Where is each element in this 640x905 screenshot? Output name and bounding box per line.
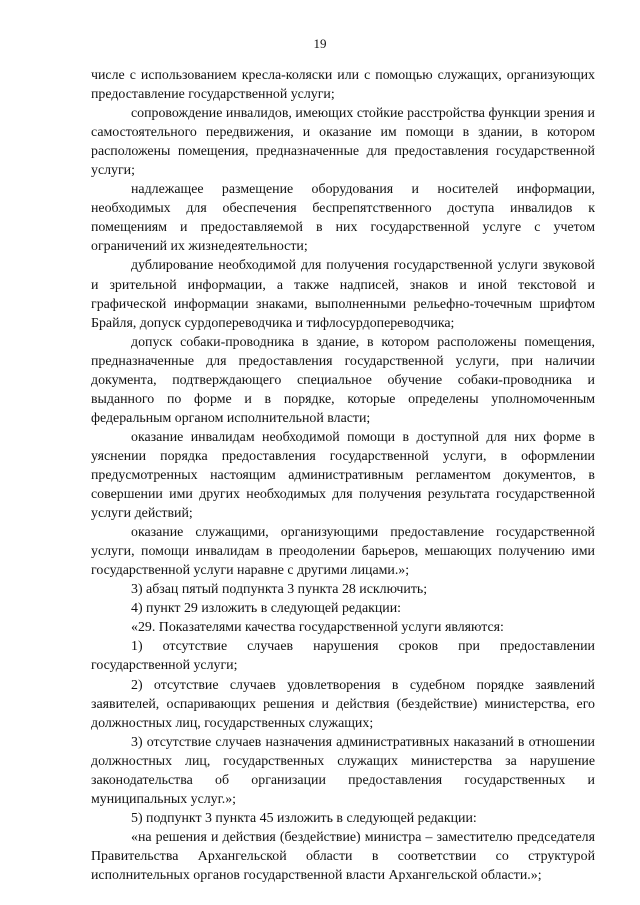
paragraph: сопровождение инвалидов, имеющих стойкие расстройства функции зрения и самостоятельного передвижения, и оказание им помощи в здании, в котором расположены помещения, предназначенные для предоставления государственной услуги; — [91, 106, 595, 179]
page-number: 19 — [313, 36, 327, 51]
paragraph: допуск собаки-проводника в здание, в котором расположены помещения, предназначенные для предоставления государственной услуги, при наличии документа, подтверждающего специальное обучение собаки-проводника и выданного по форме и в порядке, которые определены уполномоченным федеральным органом исполнительной власти; — [91, 334, 595, 426]
paragraph: «29. Показателями качества государственной услуги являются: — [131, 620, 504, 636]
document-body — [91, 66, 595, 885]
paragraph: 4) пункт 29 изложить в следующей редакции: — [131, 601, 402, 617]
paragraph: надлежащее размещение оборудования и носителей информации, необходимых для обеспечения беспрепятственного доступа инвалидов к помещениям и предоставляемой в них государственной услуге с учетом ограничений их жизнедеятельности; — [91, 182, 595, 255]
paragraph: 3) отсутствие случаев назначения административных наказаний в отношении должностных лиц, государственных служащих министерства за нарушение законодательства об организации предоставления государственных и муниципальных услуг.»; — [91, 734, 595, 807]
paragraph: оказание служащими, организующими предоставление государственной услуги, помощи инвалидам в преодолении барьеров, мешающих получению ими государственной услуги наравне с другими лицами.»; — [91, 525, 595, 579]
paragraph: «на решения и действия (бездействие) министра – заместителю председателя Правительства Архангельской области в соответствии со структурой исполнительных органов государственной власти Архангельской области.»; — [91, 829, 595, 883]
paragraph: 5) подпункт 3 пункта 45 изложить в следующей редакции: — [131, 810, 477, 826]
paragraph-continuation: числе с использованием кресла-коляски или с помощью служащих, организующих предоставление государственной услуги; — [91, 68, 595, 103]
paragraph: 1) отсутствие случаев нарушения сроков при предоставлении государственной услуги; — [91, 639, 595, 674]
paragraph: 3) абзац пятый подпункта 3 пункта 28 исключить; — [131, 582, 428, 598]
paragraph: 2) отсутствие случаев удовлетворения в судебном порядке заявлений заявителей, оспаривающих решения и действия (бездействие) министерства, его должностных лиц, государственных служащих; — [91, 677, 595, 731]
paragraph: дублирование необходимой для получения государственной услуги звуковой и зрительной информации, а также надписей, знаков и иной текстовой и графической информации знаками, выполненными рельефно-точечным шрифтом Брайля, допуск сурдопереводчика и тифлосурдопереводчика; — [91, 258, 595, 331]
paragraph: оказание инвалидам необходимой помощи в доступной для них форме в уяснении порядка предоставления государственной услуги, в оформлении предусмотренных настоящим административным регламентом документов, в совершении ими других необходимых для получения результата государственной услуги действий; — [91, 429, 595, 522]
